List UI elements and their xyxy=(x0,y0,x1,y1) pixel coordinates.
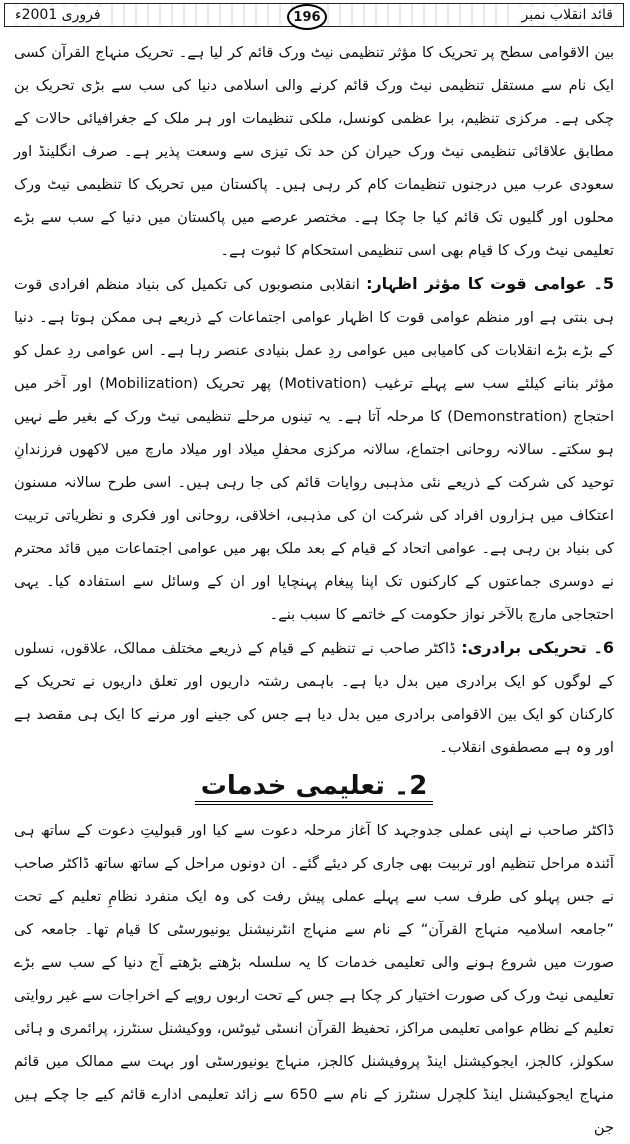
paragraph-text: ڈاکٹر صاحب نے تنظیم کے قیام کے ذریعے مختلف ممالک، علاقوں، نسلوں کے لوگوں کو ایک برادری میں بدل دیا ہے۔ باہمی رشتہ داریوں اور تعلق داریوں نے تحریک کے کارکنان کو ایک بین الاقوامی برادری میں بدل دیا ہے جس کی جینے اور مرنے کا ایک ہی مقصد ہے اور وہ ہے مصطفوی انقلاب۔ xyxy=(14,640,614,756)
subheading-6: 6۔ تحریکی برادری: xyxy=(461,638,615,657)
paragraph-text: انقلابی منصوبوں کی تکمیل کی بنیاد منظم افرادی قوت ہی بنتی ہے اور منظم عوامی قوت کا اظہار عوامی اجتماعات کے ذریعے ہی ممکن ہوتا ہے۔ دنیا کے بڑے بڑے انقلابات کی کامیابی میں عوامی ردِ عمل بنیادی عنصر رہا ہے۔ اس عوامی ردِ عمل کو مؤثر بنانے کیلئے سب سے پہلے ترغیب (Motivation) پھر تحریک (Mobilization) اور آخر میں احتجاج (Demonstration) کا مرحلہ آتا ہے۔ یہ تینوں مرحلے تنظیمی نیٹ ورک کے بغیر طے نہیں ہو سکتے۔ سالانہ روحانی اجتماع، سالانہ مرکزی محفلِ میلاد اور میلاد مارچ میں لاکھوں فرزندانِ توحید کی شرکت کے ذریعے نئی مذہبی روایات قائم کی جا رہی ہیں۔ اسی طرح سالانہ مسنون اعتکاف میں ہزاروں افراد کی شرکت ان کی مذہبی، اخلاقی، روحانی اور فکری و نظریاتی تربیت کی بنیاد بن رہی ہے۔ عوامی اتحاد کے قیام کے بعد ملک بھر میں عوامی اجتماعات میں قائد محترم نے دوسری جماعتوں کے کارکنوں تک اپنا پیغام پہنچایا اور ان کے وسائل سے استفادہ کیا۔ یہی احتجاجی مارچ بالآخر نواز حکومت کے خاتمے کا سبب بنے۔ xyxy=(14,276,614,623)
paragraph-6-brotherhood xyxy=(14,631,614,764)
paragraph-education xyxy=(14,814,614,1144)
paragraph-text: بین الاقوامی سطح پر تحریک کا مؤثر تنظیمی نیٹ ورک قائم کر لیا ہے۔ تحریک منہاج القرآن کسی ایک نام سے مستقل تنظیمی نیٹ ورک قائم کرنے والی اسلامی دنیا کی سب سے بڑی تحریک بن چکی ہے۔ مرکزی تنظیم، برا عظمی کونسل، ملکی تنظیمات اور ہر ملک کے جغرافیائی حالات کے مطابق علاقائی تنظیمی نیٹ ورک حیران کن حد تک تیزی سے وسعت پذیر ہے۔ صرف انگلینڈ اور سعودی عرب میں درجنوں تنظیمات کام کر رہی ہیں۔ پاکستان میں تحریک کا تنظیمی نیٹ ورک محلوں اور گلیوں تک قائم کیا جا چکا ہے۔ مختصر عرصے میں پاکستان میں دنیا کے سب سے بڑے تعلیمی نیٹ ورک کا قیام بھی اسی تنظیمی استحکام کا ثبوت ہے۔ xyxy=(14,44,614,259)
paragraph-1 xyxy=(14,36,614,267)
page-number-badge: 196 xyxy=(287,4,327,30)
section-title-text: 2۔ تعلیمی خدمات xyxy=(195,771,434,805)
header-date: فروری 2001ء xyxy=(11,7,105,23)
section-heading xyxy=(14,766,614,808)
article-body xyxy=(14,36,615,1136)
paragraph-text: ڈاکٹر صاحب نے اپنی عملی جدوجہد کا آغاز مرحلہ دعوت سے کیا اور قبولیتِ دعوت کے ساتھ ہی آئندہ مراحل تنظیم اور تربیت بھی جاری کر دیئے گئے۔ ان دونوں مراحل کے ساتھ ساتھ ڈاکٹر صاحب نے جس پہلو کی طرف سب سے پہلے عملی پیش رفت کی وہ ایک منفرد نظامِ تعلیم کے تحت ”جامعہ اسلامیہ منہاج القرآن“ کے نام سے منہاج انٹرنیشنل یونیورسٹی کا قیام تھا۔ جامعہ کی صورت میں شروع ہونے والی تعلیمی خدمات کا یہ سلسلہ بڑھتے بڑھتے آج دنیا کے سب سے بڑے تعلیمی نیٹ ورک کی صورت اختیار کر چکا ہے جس کے تحت اربوں روپے کے اخراجات سے غیر روایتی تعلیم کے نظام عوامی تعلیمی مراکز، تحفیظ القرآن انسٹی ٹیوٹس، ووکیشنل سنٹرز، پرائمری و ہائی سکولز، کالجز، ایجوکیشنل اینڈ پروفیشنل کالجز، منہاج یونیورسٹی اور بہت سے ممالک میں قائم منہاج ایجوکیشنل اینڈ کلچرل سنٹرز کے نام سے 650 سے زائد تعلیمی ادارے قائم کیے جا چکے ہیں جن xyxy=(14,822,614,1136)
subheading-5: 5۔ عوامی قوت کا مؤثر اظہار: xyxy=(366,274,615,293)
paragraph-5-public-power xyxy=(14,267,614,631)
header-magazine-title: قائد انقلاب نمبر xyxy=(518,7,617,23)
